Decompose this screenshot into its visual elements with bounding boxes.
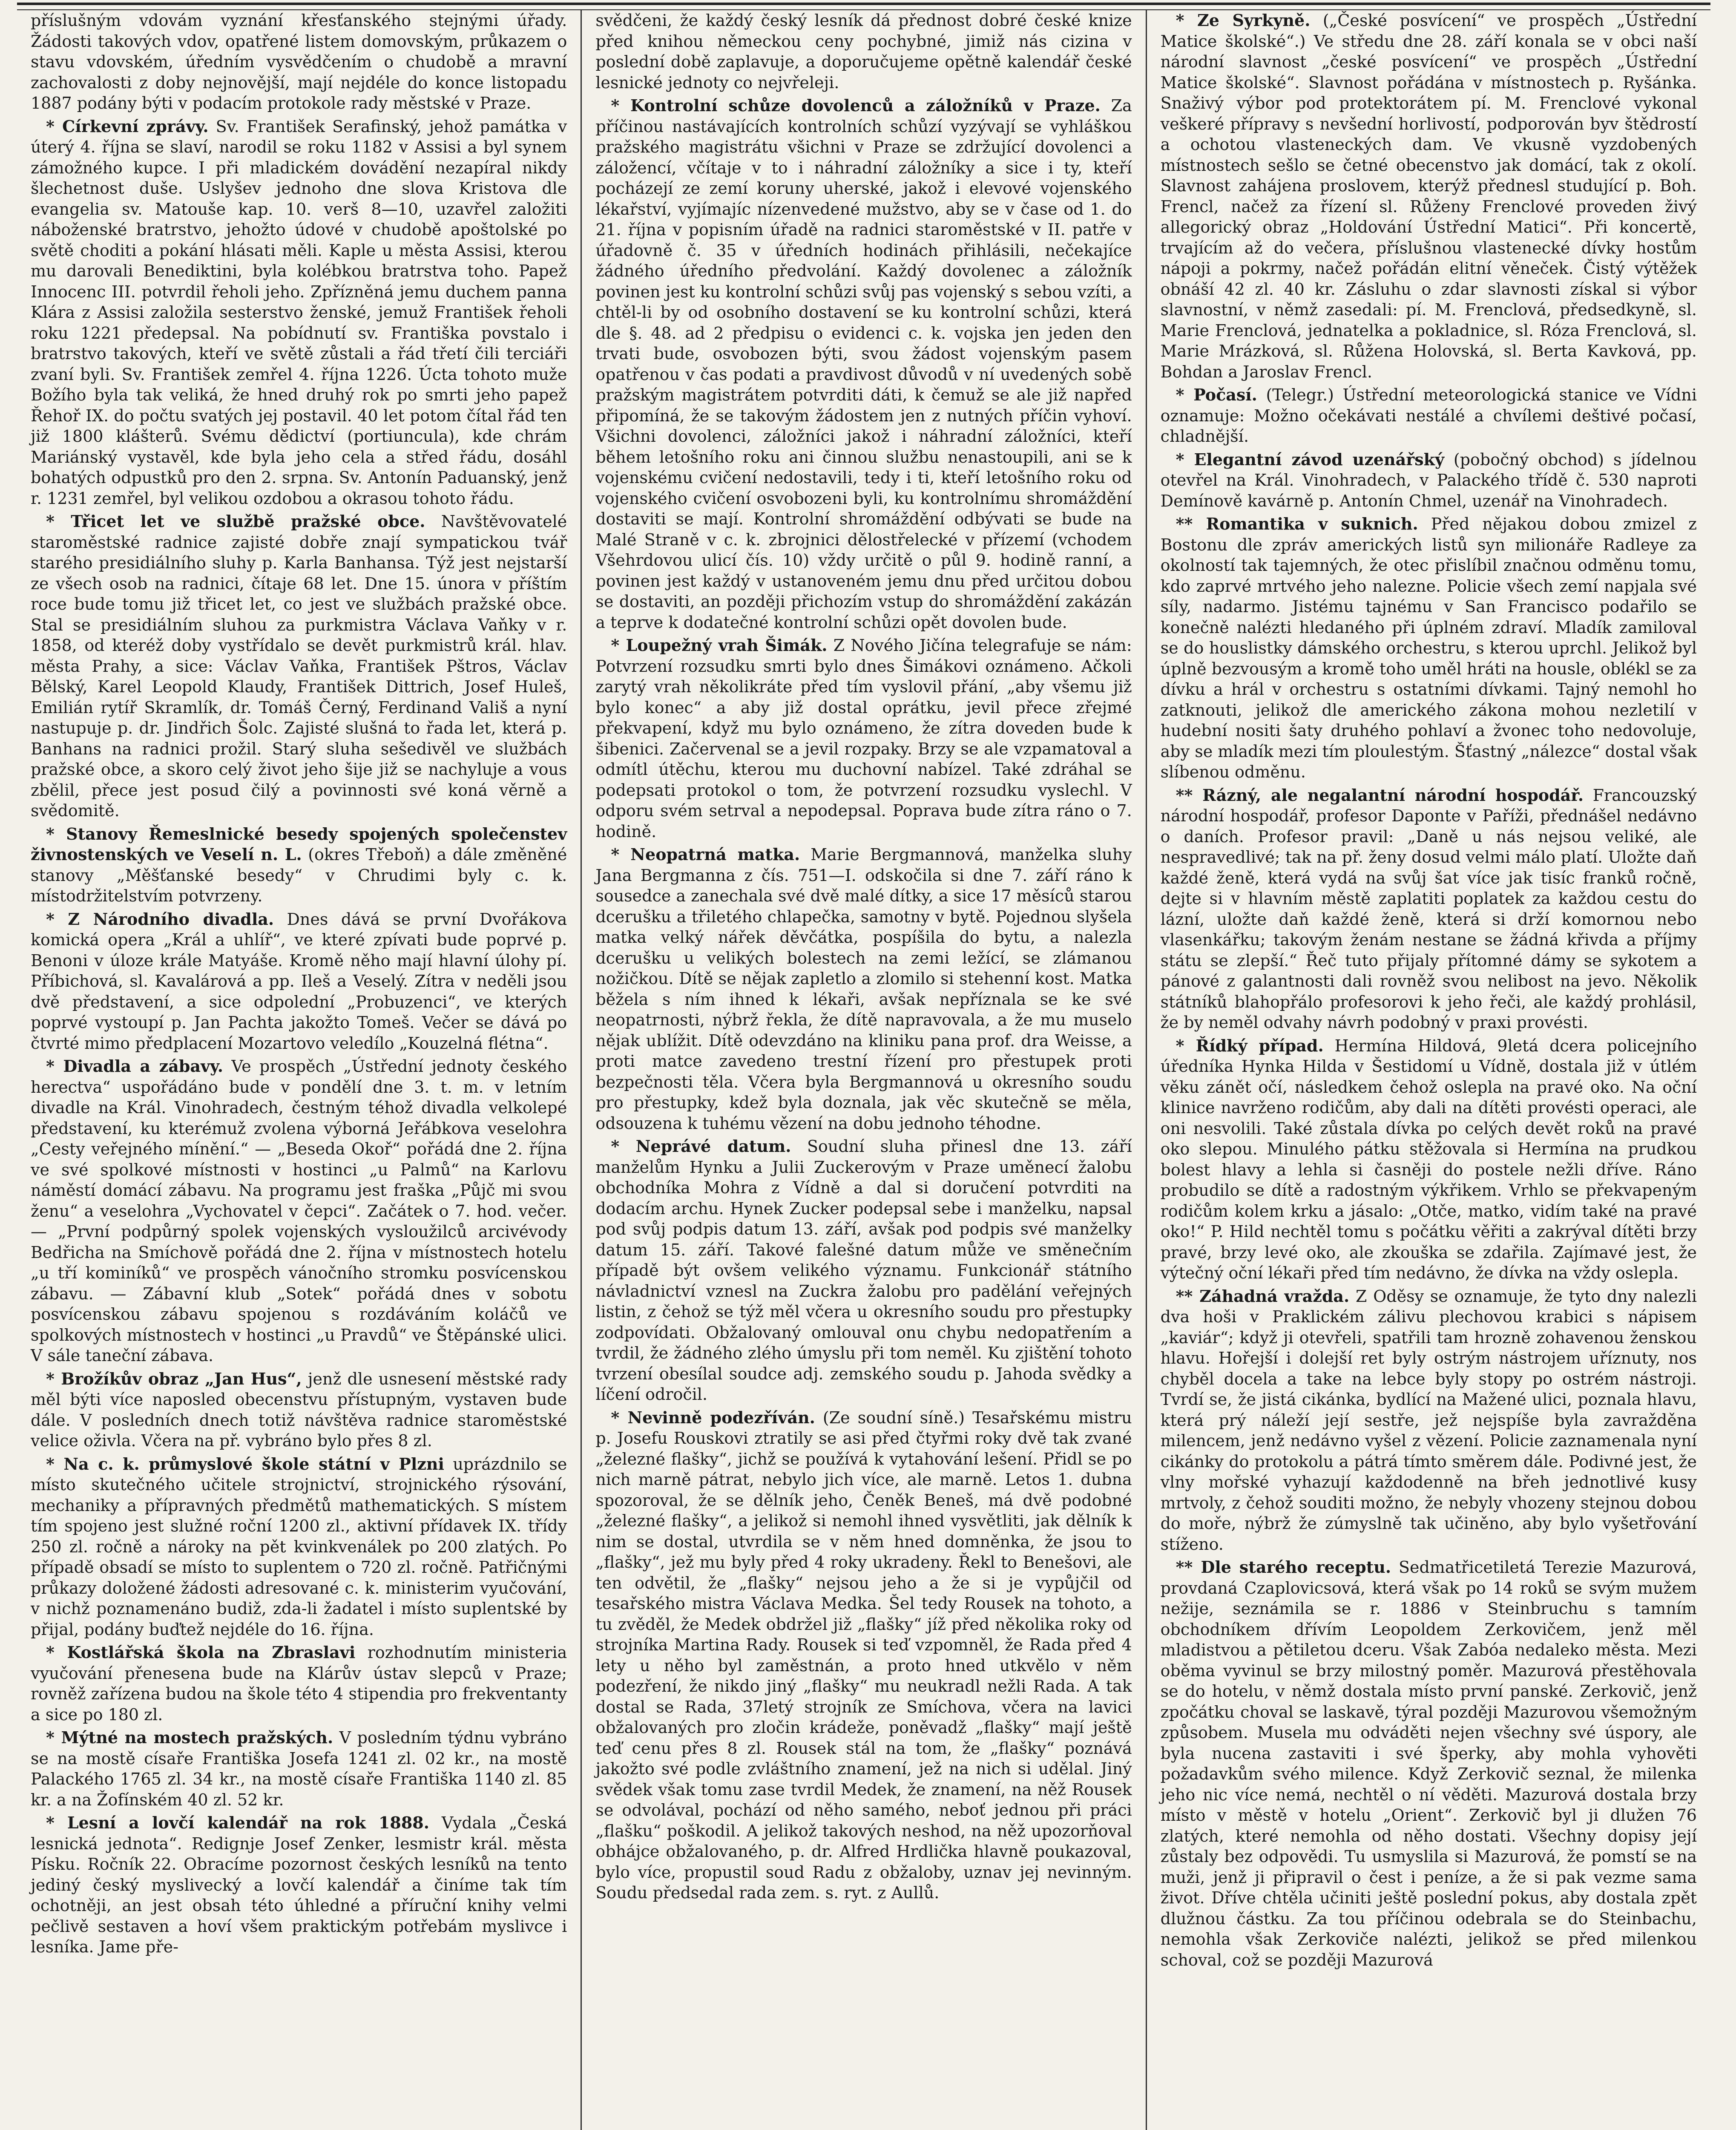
article-heading: * Na c. k. průmyslové škole státní v Plzni: [46, 1454, 444, 1474]
column-middle: [581, 10, 1145, 2130]
article-paragraph: [595, 844, 1132, 1134]
article-paragraph: [31, 824, 567, 907]
column-right: [1146, 10, 1710, 2130]
article-text: Ve prospěch „Ústřední jednoty českého herectva“ uspořádáno bude v pondělí dne 3. t. m. v letním divadle na Král. Vinohradech, čestným téhož divadla velkolepé představení, ku kterémuž zvolena výborná Jeřábkova veselohra „Cesty veřejného mínění.“ — „Beseda Okoř“ pořádá dne 2. října ve své spolkové místnosti v hostinci „u Palmů“ na Karlovu náměstí domácí zábavu. Na programu jest fraška „Půjč mi svou ženu“ a veselohra „Vychovatel v čepci“. Začátek o 7. hod. večer. — „První podpůrný spolek vojenských vysloužilců arcivévody Bedřicha na Smíchově pořádá dne 2. října v místnostech hotelu „u tří kominíků“ ve prospěch vánočního stromku posvícenskou zábavu. — Zábavní klub „Sotek“ pořádá dnes v sobotu posvícenskou zábavu spojenou s rozdáváním koláčů ve spolkových místnostech v hostinci „u Pravdů“ ve Štěpánské ulici. V sále taneční zábava.: [31, 1057, 567, 1365]
article-heading: ** Dle starého receptu.: [1176, 1557, 1391, 1577]
article-heading: * Z Národního divadla.: [46, 909, 274, 929]
article-heading: * Třicet let ve službě pražské obce.: [46, 512, 425, 531]
article-text: příslušným vdovám vyznání křesťanského stejnými úřady. Žádosti takových vdov, opatřené listem domovským, průkazem o stavu vdovském, úředním vysvědčením o chudobě a mravní zachovalosti z doby nejnovější, mají nejdéle do konce listopadu 1887 podány býti v podacím protokole rady městské v Praze.: [31, 11, 567, 112]
article-text: Sv. František Serafinský, jehož památka v úterý 4. října se slaví, narodil se roku 1182 v Assisi a byl synem zámožného kupce. I při mladickém dovádění nezapíral nikdy šlechetnost duše. Uslyšev jednoho dne slova Kristova dle evangelia sv. Matouše kap. 10. verš 8—10, uzavřel založiti náboženské bratrstvo, jehožto údové v chudobě apoštolské po světě choditi a pokání hlásati měli. Kaple u města Assisi, kterou mu darovali Benediktini, byla kolébkou bratrstva toho. Papež Innocenc III. potvrdil řeholi jeho. Zpřízněná jemu duchem panna Klára z Assisi založila sesterstvo ženské, jemuž František řeholi roku 1221 předepsal. Na pobídnutí sv. Františka povstalo i bratrstvo takových, kteří ve světě zůstali a řád třetí čili terciáři zvaní byli. Sv. František zemřel 4. října 1226. Úcta tohoto muže Božího byla tak veliká, že hned druhý rok po smrti jeho papež Řehoř IX. do počtu svatých jej postavil. 40 let potom čítal řád ten již 1800 klášterů. Svému dědictví (portiuncula), kde chrám Mariánský vystavěl, kde byla jeho cela a střed řádu, dosáhl bohatých odpustků pro den 2. srpna. Sv. Antonín Paduanský, jenž r. 1231 zemřel, byl velikou ozdobou a okrasou tohoto řádu.: [31, 117, 567, 508]
article-paragraph: [1161, 785, 1697, 1033]
article-heading: ** Romantika v suknich.: [1176, 514, 1418, 533]
article-text: Soudní sluha přinesl dne 13. září manželům Hynku a Julii Zuckerovým v Praze uměnecí žalobu obchodníka Mohra z Vídně a dal si doručení potvrditi na dodacím archu. Hynek Zucker podepsal sebe i manželku, napsal pod svůj podpis datum 13. září, avšak pod podpis své manželky datum 15. září. Takové falešné datum může ve směnečním případě být ovšem velikého významu. Funkcionář státního návladnictví vznesl na Zuckra žalobu pro padělání veřejných listin, z čehož se týž měl včera u okresního soudu pro přestupky zodpovídati. Obžalovaný omlouval onu chybu nedopatřením a tvrdil, že žádného zlého úmyslu při tom neměl. Ku zjištění tohoto tvrzení obesílal soudce adj. zemského soudu p. Jahoda svědky a líčení odročil.: [595, 1137, 1132, 1404]
article-heading: * Počasí.: [1176, 385, 1257, 404]
article-text: Hermína Hildová, 9letá dcera policejního úředníka Hynka Hilda v Šestidomí u Vídně, dostala již v útlém věku zánět očí, následkem čehož oslepla na pravé oko. Na oční klinice navrženo rodičům, aby dali na dítěti provésti operaci, ale oni nesvolili. Také zůstala dívka po celých devět roků na pravé oko slepou. Minulého pátku stěžovala si Hermína na prudkou bolest hlavy a lehla si časněji do postele nežli dříve. Ráno probudilo se dítě a radostným výkřikem. Vrhlo se překvapeným rodičům kolem krku a jásalo: „Otče, matko, vidím také na pravé oko!“ P. Hild nechtěl tomu s počátku věřiti a zakrýval dítěti brzy pravé, brzy levé oko, ale zkouška se zdařila. Zajímavé jest, že výtečný oční lékaři před tím nedávno, že dívka na vždy oslepla.: [1160, 1036, 1697, 1282]
article-text: (okres Třeboň) a dále změněné stanovy „Měšťanské besedy“ v Chrudimi byly c. k. místodržitelstvím potvrzeny.: [31, 845, 567, 905]
article-heading: * Řídký případ.: [1176, 1036, 1324, 1055]
article-heading: * Mýtné na mostech pražských.: [46, 1728, 333, 1747]
article-text: svědčeni, že každý český lesník dá přednost dobré české knize před knihou německou ceny pochybné, jimiž nás cizina v poslední době zaplavuje, a doporučujeme opětně kalendář české lesnické jednoty co nejvřeleji.: [595, 11, 1132, 92]
article-heading: * Lesní a lovčí kalendář na rok 1888.: [46, 1813, 429, 1832]
article-heading: * Neprávé datum.: [611, 1137, 791, 1156]
article-text: Dnes dává se první Dvořákova komická opera „Král a uhlíř“, ve které zpívati bude poprvé p. Benoni v úloze krále Matyáše. Kromě něho mají hlavní úlohy pí. Příbichová, sl. Kavalárová a pp. Ileš a Veselý. Zítra v neděli jsou dvě představení, a sice odpolední „Probuzenci“, ve kterých poprvé vystoupí p. Jan Pachta jakožto Tomeš. Večer se dává po čtvrté mimo předplacení Mozartovo veledílo „Kouzelná flétna“.: [31, 910, 567, 1053]
article-text: Sedmatřicetiletá Terezie Mazurová, provdaná Czaplovicsová, která však po 14 roků se svým mužem nežije, seznámila se r. 1886 v Steinbruchu s tamním obchodníkem dřívím Leopoldem Zerkovičem, jenž měl mladistvou a pětiletou dceru. Však Zabóa nedaleko města. Mezi oběma vyvinul se brzy milostný poměr. Mazurová přestěhovala se do hotelu, v němž dostala místo první panské. Zerkovič, jenž zpočátku choval se laskavě, týral později Mazurovou všemožným způsobem. Musela mu odváděti nejen všechny své úspory, ale byla nucena zastaviti i své šperky, aby mohla vyhověti požadavkům svého milence. Když Zerkovič seznal, že milenka jeho nic více nemá, nechtěl o ní věděti. Mazurová dostala brzy místo v městě v hotelu „Orient“. Zerkovič byl ji dlužen 76 zlatých, které nemohla od něho dostati. Všechny dopisy její zůstaly bez odpovědi. Tu usmyslila si Mazurová, že pomstí se na muži, jenž ji připravil o čest i peníze, a že si pak vezme sama život. Dříve chtěla učiniti ještě poslední pokus, aby dostala zpět dlužnou částku. Za tou příčinou odebrala se do Steinbachu, nemohla však Zerkoviče nalézti, jelikož se před milenkou schoval, což se později Mazurová: [1160, 1558, 1697, 1969]
article-heading: ** Záhadná vražda.: [1176, 1286, 1350, 1306]
article-paragraph: [595, 1408, 1132, 1903]
article-heading: * Brožíkův obraz „Jan Hus“,: [46, 1369, 302, 1388]
article-paragraph: [1161, 1557, 1697, 1970]
article-paragraph: [31, 1642, 567, 1725]
columns: [17, 10, 1710, 2130]
article-paragraph: [1161, 514, 1697, 783]
article-paragraph: [595, 635, 1132, 842]
article-heading: * Loupežný vrah Šimák.: [611, 636, 828, 655]
column-left: [17, 10, 581, 2130]
article-heading: * Divadla a zábavy.: [46, 1056, 223, 1076]
article-paragraph: [595, 95, 1132, 633]
article-heading: * Neopatrná matka.: [611, 845, 800, 864]
article-text: jenž dle usnesení městské rady měl býti více naposled obecenstvu přístupným, vystaven bude dále. V posledních dnech totiž návštěva radnice staroměstské velice oživla. Včera na př. vybráno bylo přes 8 zl.: [31, 1369, 567, 1450]
article-paragraph: [1161, 10, 1697, 382]
article-paragraph: [1161, 449, 1697, 512]
article-heading: * Kostlářská škola na Zbraslavi: [46, 1643, 356, 1662]
article-paragraph: [31, 511, 567, 821]
article-paragraph: [31, 1369, 567, 1451]
article-paragraph: [31, 1056, 567, 1366]
article-paragraph: [595, 1136, 1132, 1405]
article-paragraph: [31, 10, 567, 114]
article-text: uprázdnilo se místo skutečného učitele strojnictví, strojnického rýsování, mechaniky a přípravných předmětů mathematických. S místem tím spojeno jest služné roční 1200 zl., aktivní přídavek IX. třídy 250 zl. ročně a nároky na pět kvinkvenálek po 200 zlatých. Po případě obsadí se místo to suplentem o 720 zl. ročně. Patřičnými průkazy doložené žádosti adresované c. k. ministerim vyučování, v nichž poznamenáno budiž, zda-li žadatel i místo suplentské by přijal, podány buďtež nejdéle do 16. října.: [31, 1454, 567, 1639]
article-text: Marie Bergmannová, manželka sluhy Jana Bergmanna z čís. 751—I. odskočila si dne 7. září ráno k sousedce a zanechala své dvě malé dítky, a sice 17 měsíců starou dcerušku a třiletého chlapečka, samotny v bytě. Pojednou slyšela matka velký nářek děvčátka, pospíšila do bytu, a nalezla dcerušku u velikých bolestech na zemi ležící, se zlámanou nožičkou. Dítě se nějak zapletlo a zlomilo si stehenní kost. Matka běžela s ním ihned k lékaři, avšak nepříznala se ke své neopatrnosti, nýbrž řekla, že dítě napravovala, a že mu muselo nějak ublížit. Dítě odevzdáno na kliniku pana prof. dra Weisse, a proti matce zavedeno trestní řízení pro přestupek proti bezpečnosti těla. Včera byla Bergmannová u okresního soudu pro přestupky, kdež byla doznala, jak věc skutečně se měla, odsouzena k tuhému vězení na dobu jednoho téhodne.: [595, 845, 1132, 1133]
article-paragraph: [31, 909, 567, 1054]
article-text: Z Oděsy se oznamuje, že tyto dny nalezli dva hoši v Praklickém zálivu plechovou krabici s nápisem „kaviár“; když ji otevřeli, spatřili tam hrozně zohavenou ženskou hlavu. Hořejší i dolejší ret byly ostrým nástrojem uříznuty, nos chyběl docela a take na lebce byly stopy po ostrém nástroji. Tvrdí se, že jistá cikánka, bydlící na Mažené ulici, poznala hlavu, která prý náleží její sestře, jež nejspíše byla zavražděna milencem, jenž nedávno vyšel z vězení. Policie zaznamenala nyní cikánky do protokolu a pátrá tímto směrem dále. Podivné jest, že vlny mořské vyhazují každodenně na břeh jednotlivé kusy mrtvoly, z čehož souditi možno, že nebyly vhozeny stejnou dobou do moře, nýbrž že zúmyslně tak učiněno, aby bylo vyšetřování stíženo.: [1160, 1287, 1697, 1554]
article-paragraph: [31, 116, 567, 509]
article-text: Francouzský národní hospodář, profesor Daponte v Paříži, přednášel nedávno o daních. Profesor pravil: „Daně u nás nejsou veliké, ale nespravedlivé; tak na př. ženy dosud velmi málo platí. Uložte daň každé ženě, která vydá na svůj šat více jak tisíc franků ročně, dejte si v hlavním městě zaplatiti poplatek za každou cestu do lázní, uložte daň každé ženě, která si drží komornou nebo vlasenkářku; takovým ženám nestane se žádná křivda a příjmy státu se zlepší.“ Řeč tuto přijaly přítomné dámy se sykotem a pánové z galantnosti dali rovněž svou nelibost na jevo. Několik státníků blahopřálo profesorovi k jeho řeči, ale každý prohlásil, že by neměl odvahy návrh podobný v praxi provésti.: [1160, 786, 1697, 1032]
article-text: (Telegr.) Ústřední meteorologická stanice ve Vídni oznamuje: Možno očekávati nestálé a chvílemi deštivé počasí, chladnější.: [1160, 386, 1697, 446]
article-paragraph: [31, 1454, 567, 1640]
article-heading: * Ze Syrkyně.: [1176, 11, 1311, 30]
article-text: Za příčinou nastávajících kontrolních schůzí vyzývají se vyhláškou pražského magistrátu všichni v Praze se zdržující dovolenci a záložencí, včítaje v to i náhradní záložníky a sice i ty, kteří pocházejí ze zemí koruny uherské, jakož i elevové vojenského lékařství, vyjímajíc nízenvedené mužstvo, aby se v čase od 1. do 21. října v popisním úřadě na radnici staroměstské v II. patře v úřadovně č. 35 v úředních hodinách přihlásili, nečekajíce žádného úředního předvolání. Každý dovolenec a záložník povinen jest ku kontrolní schůzi svůj pas vojenský s sebou vzíti, a chtěl-li by od osobního dostavení se ku kontrolní schůzi, která dle §. 48. ad 2 předpisu o evidenci c. k. vojska jen jeden den trvati bude, osvobozen býti, svou žádost vojenským pasem opatřenou v čas podati a pravdivost důvodů v ní uvedených sobě pražským magistrátem potvrditi dáti, k čemuž se ale již napřed připomíná, že se takovým žádostem jen z nutných příčin vyhoví. Všichni dovolenci, záložníci jakož i náhradní záložníci, kteří během letošního roku ani činnou službu nenastoupili, ani se k vojenskému cvičení nedostavili, tedy i ti, kteří letošního roku od vojenského cvičení osvobozeni byli, ku kontrolnímu shromáždění dostaviti se mají. Kontrolní shromáždění odbývati se bude na Malé Straně v c. k. zbrojnici dělostřelecké v přízemí (vchodem Všehrdovou ulicí čís. 10) vždy určitě o půl 9. hodině ranní, a povinen jest každý v ustanoveném jemu dnu před určitou dobou se dostaviti, an později přichozím vstup do shromáždění zakázán a teprve k dodatečné kontrolní schůzi opět dovolen bude.: [595, 96, 1132, 632]
article-text: (Ze soudní síně.) Tesařskému mistru p. Josefu Rouskovi ztratily se asi před čtyřmi roky dvě tak zvané „železné flašky“, jichž se používá k vytahování lešení. Přidl se po nich marně pátrat, nebylo jich více, ale marně. Letos 1. dubna spozoroval, že se dělník jeho, Čeněk Beneš, má dvě podobné „železné flašky“, a jelikož si nemohl ihned vysvětliti, jak dělník k nim se dostal, utvrdila se v něm hned domněnka, že jsou to „flašky“, jež mu byly před 4 roky ukradeny. Řekl to Benešovi, ale ten odvětil, že „flašky“ nejsou jeho a že si je vypůjčil od tesařského mistra Václava Medka. Šel tedy Rousek na tohoto, a tu zvěděl, že Medek obdržel již „flašky“ jíž před několika roky od strojníka Martina Rady. Rousek si teď vzpomněl, že Rada před 4 lety u něho byl zaměstnán, a proto hned utkvělo v něm podezření, že nikdo jiný „flašky“ mu neukradl nežli Rada. A tak dostal se Rada, 37letý strojník ze Smíchova, včera na lavici obžalovaných pro zločin krádeže, poněvadž „flašky“ mají ještě teď cenu přes 8 zl. Rousek stál na tom, že „flašky“ poznává jakožto své podle zvláštního znamení, jež na nich si udělal. Jiný svědek však tomu zase tvrdil Medek, že znamení, na něž Rousek se odvolával, pochází od něho samého, neboť jednou při práci „flašku“ poškodil. A jelikož takových neshod, na něž upozorňoval obhájce obžalovaného, p. dr. Alfred Hrdlička hlavně poukazoval, bylo více, propustil soud Radu z obžaloby, uznav jej nevinným. Soudu předsedal rada zem. s. ryt. z Aullů.: [595, 1408, 1132, 1902]
article-text: Před nějakou dobou zmizel z Bostonu dle zpráv amerických listů syn milionáře Radleye za okolností tak tajemných, že otec přislíbil značnou odměnu tomu, kdo zaprvé mrtvého jeho nalezne. Policie všech zemí napjala své síly, nadarmo. Jistému tajnému v San Francisco podařilo se konečně nalézti hledaného při úplném zdraví. Mladík zamiloval se do houslistky dámského orchestru, s kterou uprchl. Jelikož byl úplně bezvousým a kromě toho uměl hráti na housle, oblékl se za dívku a hrál v orchestru s ostatními dívkami. Tajný nemohl ho zatknouti, jelikož dle amerického zákona mohou nezletilí v hudební nositi šaty druhého pohlaví a žvonec toho nedovoluje, aby se mladík mezi tím ploulestým. Šťastný „nálezce“ dostal však slíbenou odměnu.: [1160, 515, 1697, 781]
article-paragraph: [1161, 385, 1697, 447]
article-paragraph: [31, 1813, 567, 1957]
article-heading: * Nevinně podezříván.: [611, 1408, 815, 1427]
article-text: („České posvícení“ ve prospěch „Ústřední Matice školské“.) Ve středu dne 28. září konala se v obci naší národní slavnost „české posvícení“ ve prospěch „Ústřední Matice školské“. Slavnost pořádána v místnostech p. Ryšánka. Snaživý výbor pod protektorátem pí. M. Frenclové vykonal veškeré přípravy s nevšední horlivostí, podporován byv štědrostí a ochotou vlasteneckých dam. Ve vkusně vyzdobených místnostech sešlo se četné obecenstvo jak domácí, tak z okolí. Slavnost zahájena proslovem, kterýž přednesl studující p. Boh. Frencl, načež za řízení sl. Růženy Frenclové proveden živý allegorický obraz „Holdování Ústřední Matici“. Při koncertě, trvajícím až do večera, příslušnou vlastenecké dívky hostům nápoji a pokrmy, načež pořádán elitní věneček. Čistý výtěžek obnáší 42 zl. 40 kr. Zásluhu o zdar slavnosti získal si výbor slavnostní, v němž zasedali: pí. M. Frenclová, předsedkyně, sl. Marie Frenclová, jednatelka a pokladnice, sl. Róza Frenclová, sl. Marie Mrázková, sl. Růžena Holovská, sl. Berta Kavková, pp. Bohdan a Jaroslav Frencl.: [1160, 11, 1697, 381]
article-text: (pobočný obchod) s jídelnou otevřel na Král. Vinohradech, v Palackého třídě č. 530 naproti Demínově kavárně p. Antonín Chmel, uzenář na Vinohradech.: [1160, 450, 1697, 510]
article-paragraph: [1161, 1286, 1697, 1555]
article-heading: * Kontrolní schůze dovolenců a záložníků v Praze.: [611, 96, 1101, 115]
article-paragraph: [31, 1727, 567, 1810]
article-text: Z Nového Jičína telegrafuje se nám: Potvrzení rozsudku smrti bylo dnes Šimákovi oznámeno. Ačkoli zarytý vrah několikráte před tím vyslovil přání, „aby všemu již bylo konec“ a aby již dostal oprátku, jevil přece zřejmé překvapení, když mu bylo oznámeno, že zítra doveden bude k šibenici. Začervenal se a jevil rozpaky. Brzy se ale vzpamatoval a odmítl útěchu, kterou mu duchovní nabízel. Také zdráhal se podepsati protokol o tom, že potvrzení rozsudku vyslechl. V odporu svém setrval a nepodepsal. Poprava bude zítra ráno o 7. hodině.: [595, 636, 1132, 841]
article-heading: ** Rázný, ale negalantní národní hospodář.: [1176, 785, 1584, 805]
article-text: rozhodnutím ministeria vyučování přenesena bude na Klárův ústav slepců v Praze; rovněž zařízena budou na škole této 4 stipendia pro frekventanty a sice po 180 zl.: [31, 1643, 567, 1724]
article-text: V posledním týdnu vybráno se na mostě císaře Františka Josefa 1241 zl. 02 kr., na mostě Palackého 1765 zl. 34 kr., na mostě císaře Františka 1140 zl. 85 kr. a na Žofínském 40 zl. 52 kr.: [31, 1728, 567, 1809]
article-text: Navštěvovatelé staroměstské radnice zajisté dobře znají sympatickou tvář starého presidiálního sluhy p. Karla Banhansa. Týž jest nejstarší ze všech osob na radnici, čítaje 68 let. Dne 15. února v příštím roce bude tomu již třicet let, co jest ve službách pražské obce. Stal se presidiálním sluhou za purkmistra Václava Vaňky v r. 1858, od kteréž doby vystřídalo se devět purkmistrů král. hlav. města Prahy, a sice: Václav Vaňka, František Pštros, Václav Bělský, Karel Leopold Klaudy, František Dittrich, Josef Huleš, Emilián rytíř Skramlík, dr. Tomáš Černý, Ferdinand Vališ a nyní nastupuje p. dr. Jindřich Šolc. Zajisté slušná to řada let, která p. Banhans na radnici prožil. Starý sluha sešedivěl ve službách pražské obce, a skoro celý život jeho šije již se nachyluje a vous zbělil, přece jest posud čilý a povinnosti své koná věrně a svědomitě.: [31, 512, 567, 820]
article-heading: * Stanovy Řemeslnické besedy spojených společenstev živnostenských ve Veselí n. L.: [31, 824, 567, 864]
top-rule: [17, 3, 1710, 10]
article-heading: * Církevní zprávy.: [46, 116, 209, 136]
article-heading: * Elegantní závod uzenářský: [1176, 449, 1445, 469]
article-paragraph: [1161, 1036, 1697, 1284]
article-text: Vydala „Česká lesnická jednota“. Redignje Josef Zenker, lesmistr král. města Písku. Ročník 22. Obracíme pozornost českých lesníků na tento jediný český myslivecký a lovčí kalendář a činíme tak tím ochotněji, an jest obsah této úhledné a příruční knihy velmi pečlivě sestaven a hoví všem praktickým potřebám myslivce i lesníka. Jame pře-: [31, 1813, 567, 1956]
article-paragraph: [595, 10, 1132, 93]
